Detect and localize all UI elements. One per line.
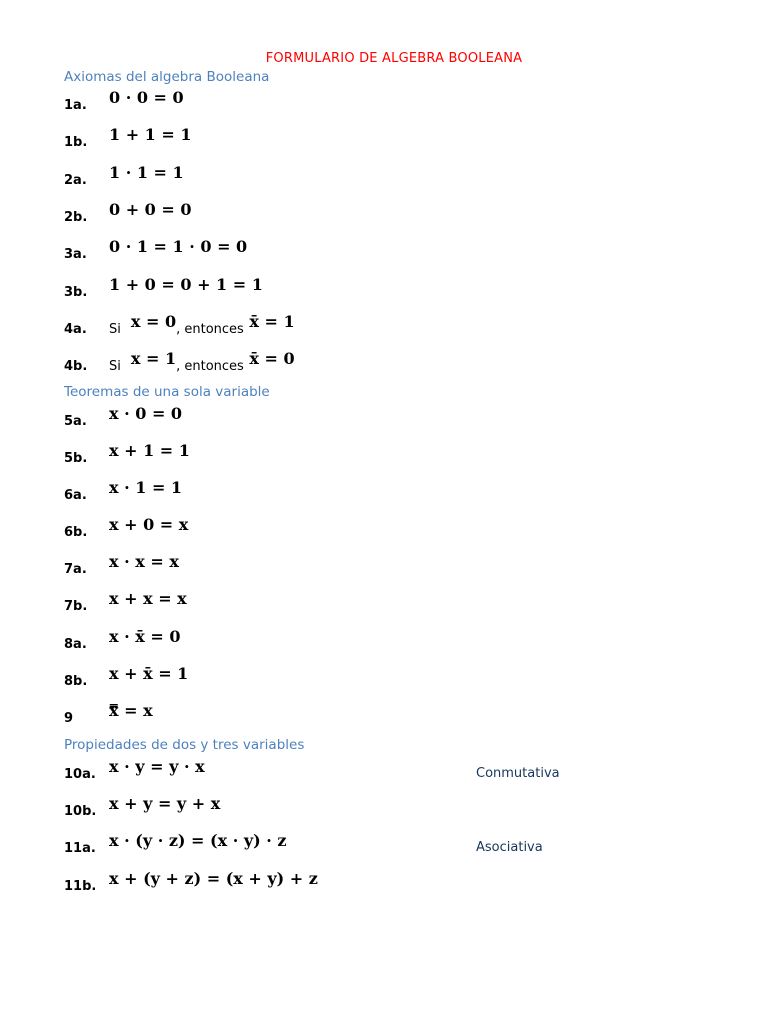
formula-equation (109, 312, 295, 337)
formula-equation: x · 1 = 1 (109, 478, 183, 497)
formula-equation: x + y = y + x (109, 794, 221, 813)
formula-number: 6b. (64, 525, 88, 540)
formula-number: 4b. (64, 359, 88, 374)
entonces-label: , entonces (176, 322, 244, 337)
formula-row-6b (0, 515, 768, 545)
formula-equation: x + x = x (109, 589, 187, 608)
formula-number: 2b. (64, 210, 88, 225)
formula-equation: x + (y + z) = (x + y) + z (109, 869, 318, 888)
formula-row-5a (0, 404, 768, 434)
formula-row-2a (0, 163, 768, 193)
formula-number: 2a. (64, 173, 87, 188)
formula-row-6a (0, 478, 768, 508)
section-axiomas: Axiomas del algebra Booleana (64, 69, 270, 85)
formula-number: 8b. (64, 674, 88, 689)
formula-equation: x + x̄ = 1 (109, 664, 189, 683)
formula-equation: x · y = y · x (109, 757, 205, 776)
formula-row-7b (0, 589, 768, 619)
property-conmutativa: Conmutativa (476, 766, 560, 781)
property-asociativa: Asociativa (476, 840, 543, 855)
formula-equation: x + 0 = x (109, 515, 189, 534)
formula-number: 3b. (64, 285, 88, 300)
formula-number: 8a. (64, 637, 87, 652)
formula-equation: 0 + 0 = 0 (109, 200, 192, 219)
formula-number: 4a. (64, 322, 87, 337)
formula-equation: 1 · 1 = 1 (109, 163, 184, 182)
formula-row-4b (0, 349, 768, 379)
section-propiedades: Propiedades de dos y tres variables (64, 737, 305, 753)
condition: x = 0 (130, 312, 177, 331)
formula-row-11a (0, 831, 768, 861)
formula-number: 6a. (64, 488, 87, 503)
formula-number: 7b. (64, 599, 88, 614)
result: x̄ = 0 (249, 349, 295, 368)
formula-row-8a (0, 627, 768, 657)
formula-number: 1b. (64, 135, 88, 150)
formula-number: 10b. (64, 804, 97, 819)
formula-row-7a (0, 552, 768, 582)
result: x̄ = 1 (249, 312, 295, 331)
formula-equation: 0 · 1 = 1 · 0 = 0 (109, 237, 248, 256)
formula-equation: 0 · 0 = 0 (109, 88, 184, 107)
si-label: Si (109, 322, 121, 337)
formula-row-10a (0, 757, 768, 787)
formula-row-5b (0, 441, 768, 471)
formula-number: 5b. (64, 451, 88, 466)
formula-equation: x̿ = x (109, 701, 153, 720)
page-title: FORMULARIO DE ALGEBRA BOOLEANA (265, 51, 523, 66)
formula-equation (109, 349, 295, 374)
formula-row-9 (0, 701, 768, 731)
formula-row-8b (0, 664, 768, 694)
formula-number: 11b. (64, 879, 97, 894)
section-teoremas: Teoremas de una sola variable (64, 384, 270, 400)
formula-number: 5a. (64, 414, 87, 429)
formula-number: 11a. (64, 841, 96, 856)
formula-row-3a (0, 237, 768, 267)
entonces-label: , entonces (176, 359, 244, 374)
formula-row-2b (0, 200, 768, 230)
formula-equation: x + 1 = 1 (109, 441, 190, 460)
formula-equation: x · x = x (109, 552, 179, 571)
formula-number: 10a. (64, 767, 96, 782)
formula-row-11b (0, 869, 768, 899)
formula-number: 7a. (64, 562, 87, 577)
formula-equation: x · 0 = 0 (109, 404, 183, 423)
formula-row-4a (0, 312, 768, 342)
formula-equation: 1 + 1 = 1 (109, 125, 192, 144)
formula-number: 1a. (64, 98, 87, 113)
formula-row-1b (0, 125, 768, 155)
formula-equation: x · (y · z) = (x · y) · z (109, 831, 287, 850)
formula-row-10b (0, 794, 768, 824)
formula-number: 3a. (64, 247, 87, 262)
formula-equation: x · x̄ = 0 (109, 627, 181, 646)
formula-row-1a (0, 88, 768, 118)
formula-equation: 1 + 0 = 0 + 1 = 1 (109, 275, 263, 294)
formula-row-3b (0, 275, 768, 305)
si-label: Si (109, 359, 121, 374)
formula-number: 9 (64, 711, 74, 726)
condition: x = 1 (130, 349, 177, 368)
